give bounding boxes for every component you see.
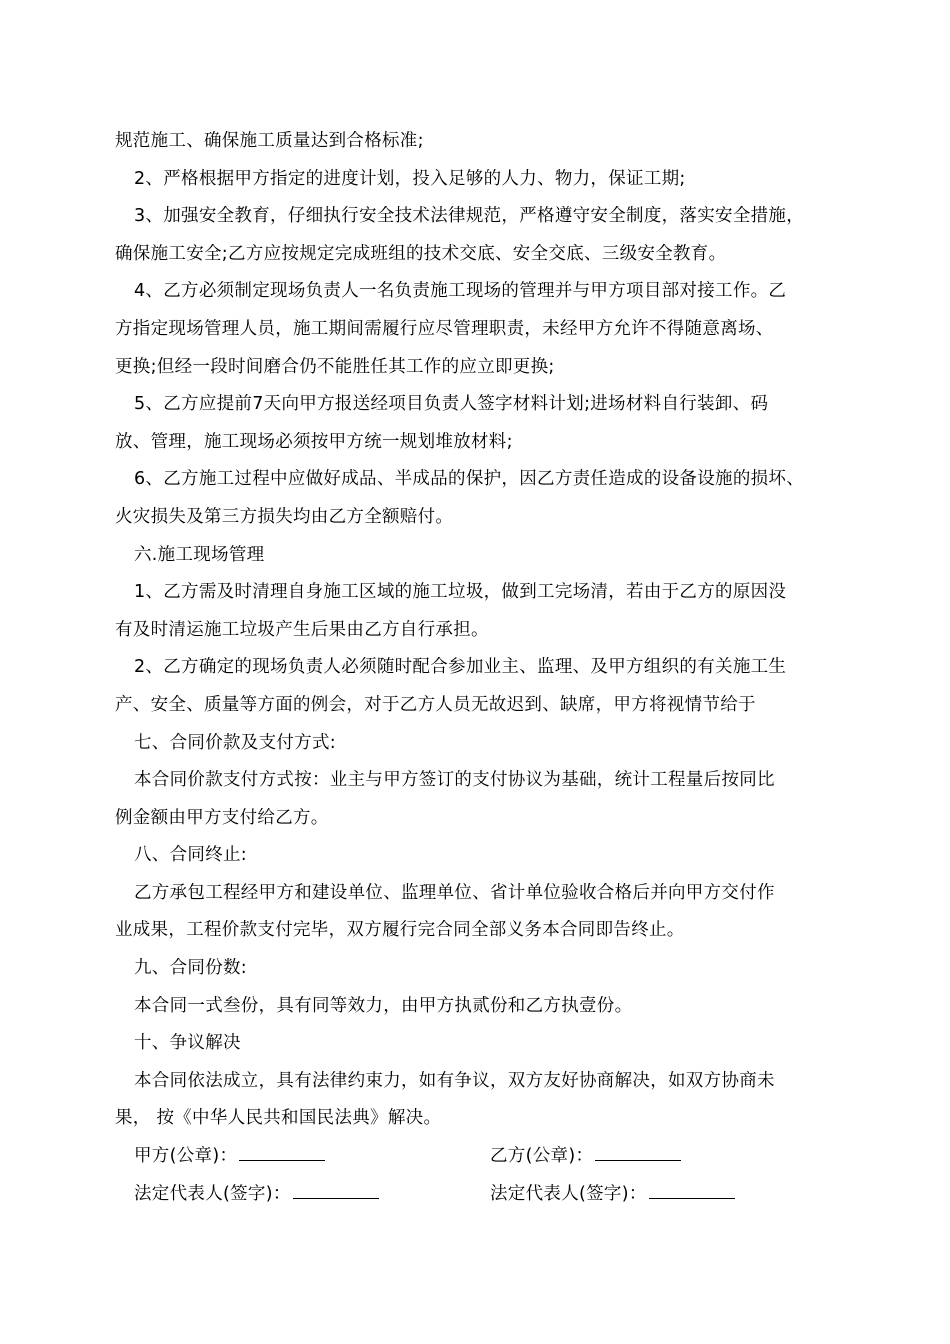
section-heading: 九、合同份数:	[134, 958, 247, 979]
text-line: 乙方承包工程经甲方和建设单位、监理单位、省计单位验收合格后并向甲方交付作	[134, 882, 775, 903]
text-line: 放、管理，施工现场必须按甲方统一规划堆放材料;	[115, 431, 513, 452]
party-b-rep-blank[interactable]	[649, 1176, 735, 1199]
text-line: 规范施工、确保施工质量达到合格标准;	[115, 131, 424, 151]
text-line: 有及时清运施工垃圾产生后果由乙方自行承担。	[115, 619, 489, 640]
signature-row-seal	[115, 1138, 855, 1176]
text-line: 果， 按《中华人民共和国民法典》解决。	[115, 1108, 442, 1129]
party-a-rep-blank[interactable]	[293, 1176, 379, 1199]
party-a-rep-label: 法定代表人(签字)：	[134, 1183, 291, 1204]
text-line: 确保施工安全;乙方应按规定完成班组的技术交底、安全交底、三级安全教育。	[115, 243, 727, 264]
signature-row-rep	[115, 1176, 855, 1214]
text-line: 2、乙方确定的现场负责人必须随时配合参加业主、监理、及甲方组织的有关施工生	[134, 657, 787, 678]
text-line: 更换;但经一段时间磨合仍不能胜任其工作的应立即更换;	[115, 356, 555, 377]
party-a-seal-label: 甲方(公章)：	[134, 1146, 238, 1167]
party-b-rep-label: 法定代表人(签字)：	[490, 1183, 647, 1204]
text-line: 5、乙方应提前7天向甲方报送经项目负责人签字材料计划;进场材料自行装卸、码	[134, 394, 769, 415]
party-b-seal-blank[interactable]	[595, 1138, 681, 1161]
text-line: 1、乙方需及时清理自身施工区域的施工垃圾，做到工完场清，若由于乙方的原因没	[134, 582, 787, 603]
party-b-seal	[490, 1138, 681, 1176]
text-line: 例金额由甲方支付给乙方。	[115, 807, 329, 828]
contract-body	[115, 123, 855, 1213]
text-line: 2、严格根据甲方指定的进度计划，投入足够的人力、物力，保证工期;	[134, 168, 686, 189]
text-line: 本合同价款支付方式按：业主与甲方签订的支付协议为基础，统计工程量后按同比	[134, 770, 775, 791]
party-a-rep	[134, 1176, 379, 1214]
section-heading: 八、合同终止:	[134, 845, 247, 866]
text-line: 4、乙方必须制定现场负责人一名负责施工现场的管理并与甲方项目部对接工作。乙	[134, 281, 787, 302]
text-line: 方指定现场管理人员，施工期间需履行应尽管理职责，未经甲方允许不得随意离场、	[115, 318, 774, 339]
party-b-rep	[490, 1176, 735, 1214]
text-line: 火灾损失及第三方损失均由乙方全额赔付。	[115, 506, 454, 527]
text-line: 业成果，工程价款支付完毕，双方履行完合同全部义务本合同即告终止。	[115, 920, 685, 941]
section-heading: 六.施工现场管理	[134, 544, 265, 565]
text-line: 3、加强安全教育，仔细执行安全技术法律规范，严格遵守安全制度，落实安全措施，	[134, 206, 805, 227]
party-a-seal-blank[interactable]	[239, 1138, 325, 1161]
party-b-seal-label: 乙方(公章)：	[490, 1146, 594, 1167]
text-line: 本合同依法成立，具有法律约束力，如有争议，双方友好协商解决，如双方协商未	[134, 1070, 775, 1091]
section-heading: 七、合同价款及支付方式:	[134, 732, 336, 753]
text-line: 6、乙方施工过程中应做好成品、半成品的保护，因乙方责任造成的设备设施的损坏、	[134, 469, 805, 490]
text-line: 本合同一式叁份，具有同等效力，由甲方执贰份和乙方执壹份。	[134, 995, 633, 1016]
party-a-seal	[134, 1138, 325, 1176]
text-line: 产、安全、质量等方面的例会，对于乙方人员无故迟到、缺席，甲方将视情节给于	[115, 694, 756, 715]
section-heading: 十、争议解决	[134, 1033, 241, 1054]
